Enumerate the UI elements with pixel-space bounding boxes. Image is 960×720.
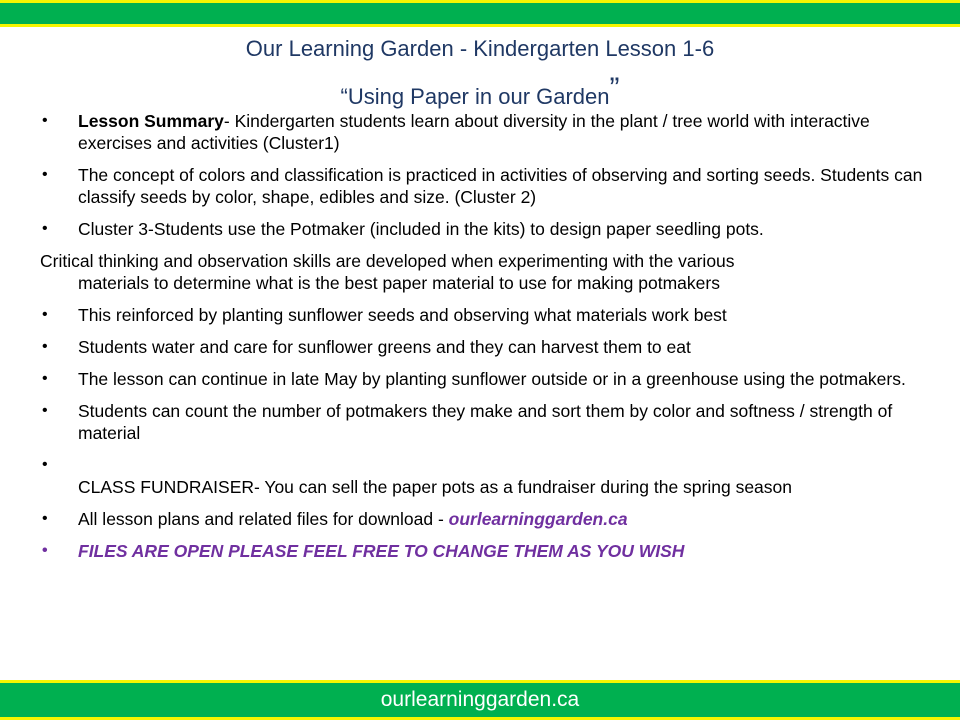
bullet-icon: •: [42, 338, 48, 355]
download-text: All lesson plans and related files for download -: [78, 509, 449, 529]
bullet-icon: •: [42, 402, 48, 419]
list-item: [40, 454, 935, 498]
paragraph: [40, 250, 935, 294]
bullet-icon: •: [42, 510, 48, 527]
count-text: Students can count the number of potmakers they make and sort them by color and softness / strength of material: [78, 401, 893, 443]
list-item: [40, 218, 935, 240]
top-banner: [0, 0, 960, 27]
water-text: Students water and care for sunflower greens and they can harvest them to eat: [78, 337, 691, 357]
footer-banner: [0, 680, 960, 720]
subtitle-text: Using Paper in our Garden: [347, 84, 610, 109]
list-item: [40, 400, 935, 444]
bullet-icon: •: [42, 370, 48, 387]
late-may-text: The lesson can continue in late May by planting sunflower outside or in a greenhouse using the potmakers.: [78, 369, 906, 389]
bullet-icon: •: [42, 306, 48, 323]
reinforced-text: This reinforced by planting sunflower seeds and observing what materials work best: [78, 305, 727, 325]
lesson-content: [40, 110, 935, 572]
list-item: [40, 368, 935, 390]
list-item: [40, 508, 935, 530]
slide-subtitle: [0, 72, 960, 112]
colors-text: The concept of colors and classification is practiced in activities of observing and sorting seeds. Students can classify seeds by color, shape, edibles and size. (Cluster 2): [78, 165, 923, 207]
critical-line1: Critical thinking and observation skills are developed when experimenting with the various: [40, 251, 735, 271]
open-quote: “: [340, 84, 348, 109]
summary-label: Lesson Summary: [78, 111, 224, 131]
close-quote: ”: [609, 72, 620, 105]
critical-line2: materials to determine what is the best paper material to use for making potmakers: [78, 273, 720, 293]
bullet-icon: •: [42, 542, 48, 559]
slide-title: Our Learning Garden - Kindergarten Lesson 1-6: [245, 36, 715, 61]
bullet-icon: •: [42, 166, 48, 183]
list-item: [40, 110, 935, 154]
list-item: [40, 304, 935, 326]
list-item: [40, 164, 935, 208]
list-item: [40, 336, 935, 358]
bullet-icon: •: [42, 220, 48, 237]
fundraiser-text: CLASS FUNDRAISER- You can sell the paper pots as a fundraiser during the spring season: [78, 477, 792, 497]
bullet-icon: •: [42, 112, 48, 129]
cluster3-text: Cluster 3-Students use the Potmaker (included in the kits) to design paper seedling pots.: [78, 219, 764, 239]
files-open-text: FILES ARE OPEN PLEASE FEEL FREE TO CHANGE THEM AS YOU WISH: [78, 541, 685, 561]
summary-text: - Kindergarten students learn about diversity in the plant / tree world with interactive exercises and activities (Cluster1): [78, 111, 870, 153]
bullet-icon: •: [42, 456, 48, 473]
download-link[interactable]: ourlearninggarden.ca: [448, 509, 628, 529]
list-item: [40, 540, 935, 562]
footer-url[interactable]: ourlearninggarden.ca: [380, 688, 580, 711]
